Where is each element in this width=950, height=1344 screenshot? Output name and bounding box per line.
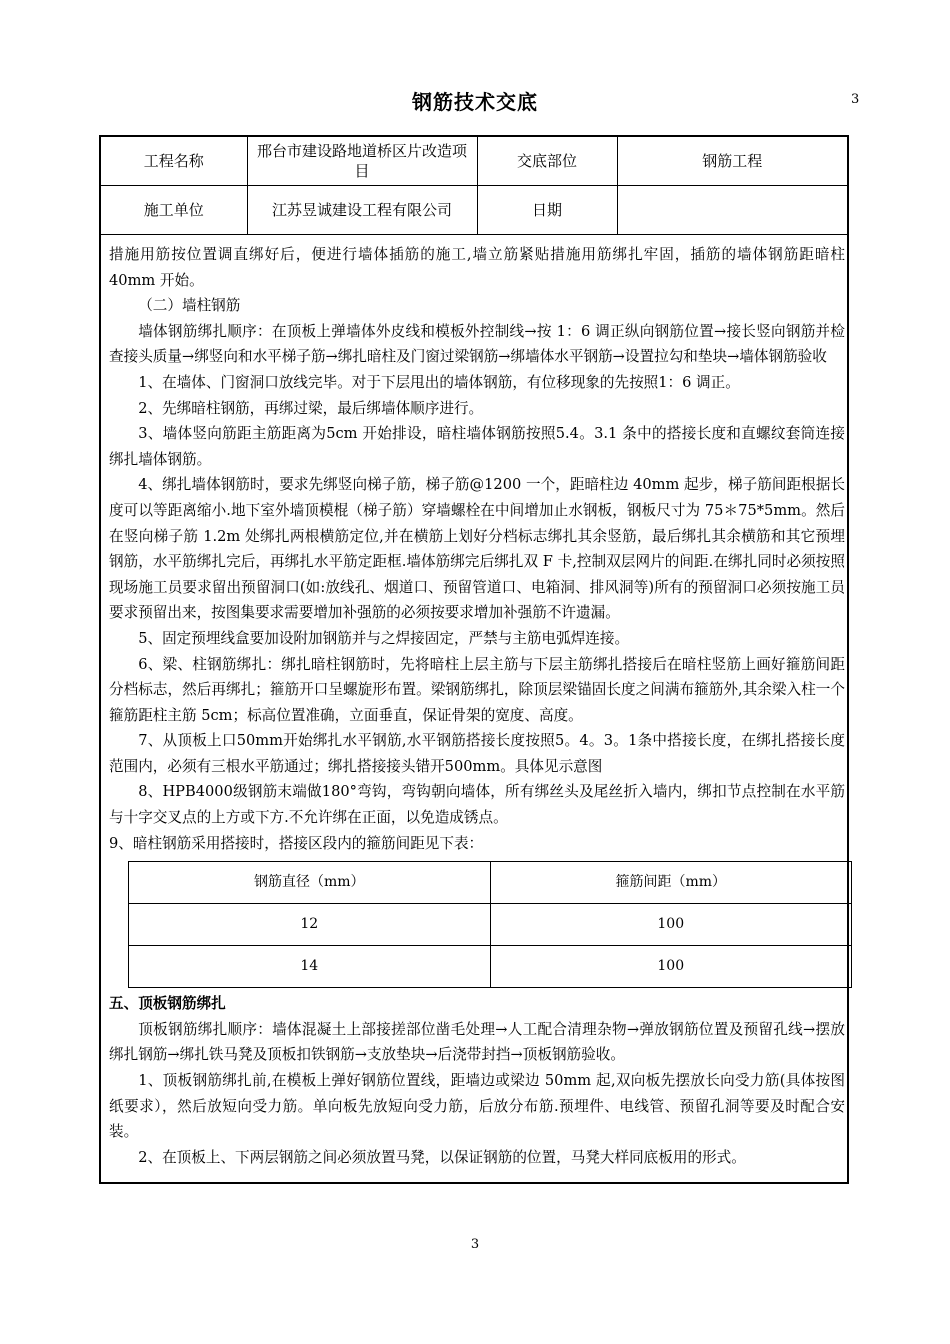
disclosure-location-label: 交底部位: [477, 137, 617, 186]
project-row: [101, 137, 847, 186]
list-item: 5、固定预埋线盒要加设附加钢筋并与之焊接固定，严禁与主筋电弧焊连接。: [138, 629, 630, 647]
disclosure-content: [109, 242, 845, 1170]
list-item: 6、梁、柱钢筋绑扎：绑扎暗柱钢筋时，先将暗柱上层主筋与下层主筋绑扎搭接后在暗柱竖筋上画好箍筋间距分档标志，然后再绑扎；箍筋开口呈螺旋形布置。梁钢筋绑扎，除顶层梁锚固长度之间满布箍筋外,其余梁入柱一个箍筋距柱主筋 5cm；标高位置准确，立面垂直，保证骨架的宽度、高度。: [109, 655, 845, 724]
paragraph-slab-order: 顶板钢筋绑扎顺序：墙体混凝土上部接搓部位凿毛处理→人工配合清理杂物→弹放钢筋位置及预留孔线→摆放绑扎钢筋→绑扎铁马凳及顶板扣铁钢筋→支放垫块→后浇带封挡→顶板钢筋验收。: [109, 1020, 845, 1064]
project-info-table: [101, 137, 847, 235]
list-item: 4、绑扎墙体钢筋时，要求先绑竖向梯子筋，梯子筋@1200 一个，距暗柱边 40mm 起步，梯子筋间距根据长度可以等距离缩小.地下室外墙顶模棍（梯子筋）穿墙螺栓在中间增加止水钢板，钢板尺寸为 75＊75*5mm。然后在竖向梯子筋 1.2m 处绑扎两根横筋定位,并在横筋上划好分档标志绑扎其余竖筋，最后绑扎其余横筋和其它预埋钢筋，水平筋绑扎完后，再绑扎水平筋定距框.墙体筋绑完后绑扎双 F 卡,控制双层网片的间距.在绑扎同时必须按照现场施工员要求留出预留洞口(如:放线孔、烟道口、预留管道口、电箱洞、排风洞等)所有的预留洞口必须按施工员要求预留出来，按图集要求需要增加补强筋的必须按要求增加补强筋不许遗漏。: [109, 476, 845, 622]
date-value: [617, 186, 847, 235]
list-item: 2、先绑暗柱钢筋，再绑过梁，最后绑墙体顺序进行。: [138, 399, 484, 417]
page-number-top: 3: [851, 92, 860, 107]
project-name-label: 工程名称: [101, 137, 247, 186]
list-item: 3、墙体竖向筋距主筋距离为5cm 开始排设，暗柱墙体钢筋按照5.4。3.1 条中的搭接长度和直螺纹套筒连接绑扎墙体钢筋。: [109, 425, 845, 468]
list-item: 1、顶板钢筋绑扎前,在模板上弹好钢筋位置线，距墙边或梁边 50mm 起,双向板先摆放长向受力筋(具体按图纸要求），然后放短向受力筋。单向板先放短向受力筋，后放分布筋.预埋件、电线管、预留孔洞等要及时配合安装。: [109, 1072, 845, 1141]
table-cell: 12: [129, 904, 491, 946]
list-item: 7、从顶板上口50mm开始绑扎水平钢筋,水平钢筋搭接长度按照5。4。3。1条中搭接长度，在绑扎搭接长度范围内，必须有三根水平筋通过；绑扎搭接接头错开500mm。具体见示意图: [109, 732, 845, 775]
table-header-row: [129, 862, 852, 904]
table-cell: 100: [490, 946, 852, 988]
list-item: 1、在墙体、门窗洞口放线完毕。对于下层甩出的墙体钢筋，有位移现象的先按照1：6 调正。: [138, 373, 740, 391]
project-name-value: 邢台市建设路地道桥区片改造项目: [247, 137, 477, 186]
disclosure-form: [99, 135, 849, 1184]
section-heading: 五、顶板钢筋绑扎: [109, 995, 226, 1013]
page-title: 钢筋技术交底: [412, 90, 538, 114]
subsection-heading: （二）墙柱钢筋: [138, 297, 241, 315]
stirrup-spacing-table: [128, 861, 852, 988]
date-label: 日期: [477, 186, 617, 235]
paragraph-continued: 措施用筋按位置调直绑好后，便进行墙体插筋的施工,墙立筋紧贴措施用筋绑扎牢固，插筋的墙体钢筋距暗柱 40mm 开始。: [109, 246, 845, 289]
disclosure-location-value: 钢筋工程: [617, 137, 847, 186]
table-cell: 100: [490, 904, 852, 946]
column-header: 箍筋间距（mm）: [490, 862, 852, 904]
list-item: 2、在顶板上、下两层钢筋之间必须放置马凳，以保证钢筋的位置，马凳大样同底板用的形式。: [138, 1148, 746, 1166]
page-number-bottom: 3: [470, 1237, 480, 1252]
table-cell: 14: [129, 946, 491, 988]
list-item: 8、HPB4000级钢筋末端做180°弯钩，弯钩朝向墙体，所有绑丝头及尾丝折入墙内，绑扣节点控制在水平筋与十字交叉点的上方或下方.不允许绑在正面，以免造成锈点。: [109, 783, 845, 827]
contractor-value: 江苏昱诚建设工程有限公司: [247, 186, 477, 235]
contractor-label: 施工单位: [101, 186, 247, 235]
column-header: 钢筋直径（mm）: [129, 862, 491, 904]
table-row: [129, 946, 852, 988]
table-row: [129, 904, 852, 946]
paragraph-binding-order: 墙体钢筋绑扎顺序：在顶板上弹墙体外皮线和模板外控制线→按 1：6 调正纵向钢筋位置→接长竖向钢筋并检查接头质量→绑竖向和水平梯子筋→绑扎暗柱及门窗过梁钢筋→绑墙体水平钢筋→设置拉勾和垫块→墙体钢筋验收: [109, 322, 845, 366]
list-item: 9、暗柱钢筋采用搭接时，搭接区段内的箍筋间距见下表：: [109, 834, 484, 852]
contractor-row: [101, 186, 847, 235]
